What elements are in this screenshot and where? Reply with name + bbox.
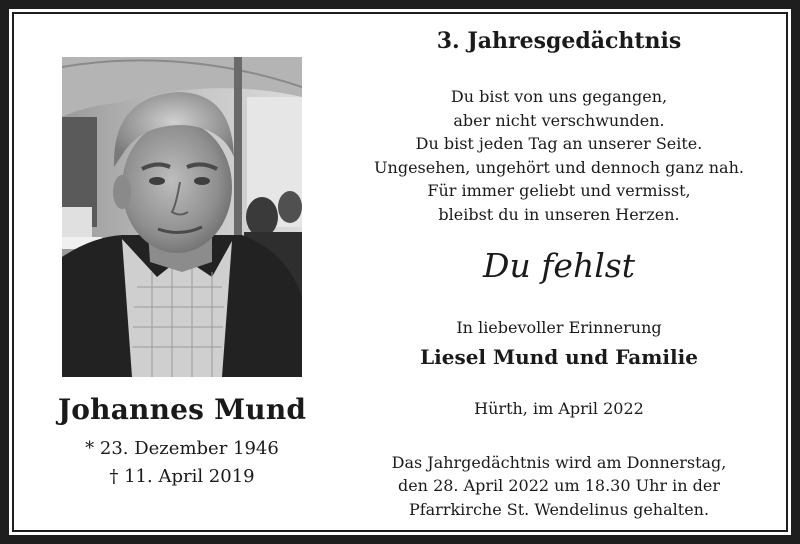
memory-line: In liebevoller Erinnerung — [456, 318, 662, 337]
portrait-photo — [62, 57, 302, 377]
family-signature: Liesel Mund und Familie — [420, 345, 698, 369]
announcement-line: den 28. April 2022 um 18.30 Uhr in der — [397, 476, 721, 496]
birth-date: * 23. Dezember 1946 — [85, 438, 279, 459]
death-date: † 11. April 2019 — [109, 466, 255, 487]
poem-line: Du bist jeden Tag an unserer Seite. — [415, 134, 703, 154]
place-date: Hürth, im April 2022 — [474, 399, 644, 418]
poem-line: Du bist von uns gegangen, — [450, 87, 668, 106]
poem-line: Ungesehen, ungehört und dennoch ganz nah. — [374, 157, 744, 177]
tagline: Du fehlst — [483, 246, 635, 285]
poem — [350, 85, 768, 227]
announcement — [350, 451, 768, 521]
deceased-name: Johannes Mund — [57, 393, 307, 426]
announcement-line: Pfarrkirche St. Wendelinus gehalten. — [408, 499, 710, 519]
poem-line: Für immer geliebt und vermisst, — [427, 181, 691, 201]
poem-line: aber nicht verschwunden. — [453, 110, 665, 130]
poem-line: bleibst du in unseren Herzen. — [438, 204, 680, 224]
announcement-line: Das Jahrgedächtnis wird am Donnerstag, — [391, 453, 727, 472]
memorial-heading: 3. Jahresgedächtnis — [436, 28, 682, 54]
